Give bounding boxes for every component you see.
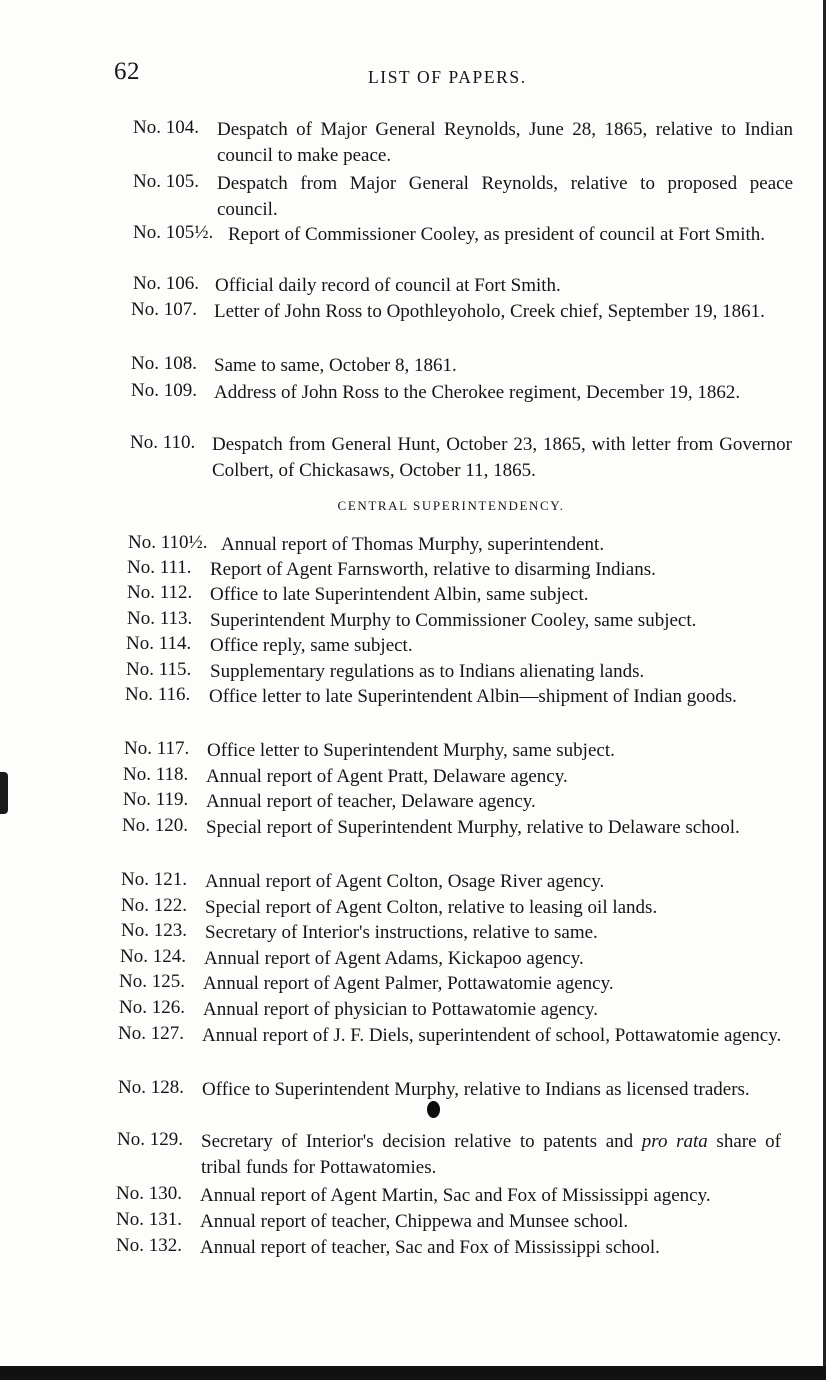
entry-number: No. 112.: [127, 582, 193, 603]
entry-number: No. 127.: [118, 1023, 184, 1044]
entry-text: Letter of John Ross to Opothleyoholo, Creek chief, September 19, 1861.: [214, 301, 765, 322]
entry-number: No. 108.: [131, 353, 197, 374]
entry-number: No. 128.: [118, 1077, 184, 1098]
entry-text: Supplementary regulations as to Indians alienating lands.: [210, 661, 645, 682]
scan-edge-bottom: [0, 1366, 826, 1380]
entry-text: Report of Agent Farnsworth, relative to disarming Indians.: [210, 559, 656, 580]
ink-blot: [427, 1101, 440, 1118]
entry-text: Address of John Ross to the Cherokee regiment, December 19, 1862.: [214, 382, 741, 403]
entry-number: No. 110½.: [128, 532, 208, 553]
entry-text: Annual report of Agent Colton, Osage River agency.: [205, 871, 605, 892]
entry-text: Official daily record of council at Fort Smith.: [215, 275, 561, 296]
entry-number: No. 117.: [124, 738, 190, 759]
entry-text: Annual report of Agent Adams, Kickapoo agency.: [204, 948, 584, 969]
running-title: LIST OF PAPERS.: [368, 67, 527, 87]
entry-text: Despatch from General Hunt, October 23, 1865, with letter from Governor Colbert, of Chickasaws, October 11, 1865.: [212, 434, 792, 481]
entry-text: Despatch from Major General Reynolds, relative to proposed peace council.: [217, 173, 793, 220]
entry-number: No. 106.: [133, 273, 199, 294]
entry-number: No. 119.: [123, 789, 189, 810]
entry-text: Special report of Superintendent Murphy, relative to Delaware school.: [206, 817, 740, 838]
entry-text: Same to same, October 8, 1861.: [214, 355, 457, 376]
entry-number: No. 132.: [116, 1235, 182, 1256]
entry-number: No. 116.: [125, 684, 191, 705]
entry-number: No. 113.: [127, 608, 193, 629]
entry-number: No. 105½.: [133, 222, 214, 243]
entry-number: No. 120.: [122, 815, 188, 836]
entry-text: Annual report of physician to Pottawatomie agency.: [203, 999, 599, 1020]
entry-text: Annual report of Agent Palmer, Pottawatomie agency.: [203, 973, 614, 994]
entry-number: No. 114.: [126, 633, 192, 654]
entry-number: No. 110.: [130, 432, 196, 453]
entry-text: Annual report of Agent Pratt, Delaware agency.: [206, 766, 568, 787]
section-heading: CENTRAL SUPERINTENDENCY.: [337, 498, 565, 513]
entry-number: No. 123.: [121, 920, 187, 941]
entry-text: Annual report of Thomas Murphy, superintendent.: [221, 534, 605, 555]
entry-number: No. 129.: [117, 1129, 183, 1150]
entry-number: No. 126.: [119, 997, 185, 1018]
entry-text: Annual report of Agent Martin, Sac and Fox of Mississippi agency.: [200, 1185, 711, 1206]
entry-text: Report of Commissioner Cooley, as president of council at Fort Smith.: [228, 224, 766, 245]
page-number: 62: [114, 58, 140, 85]
entry-number: No. 107.: [131, 299, 197, 320]
entry-text: Secretary of Interior's instructions, relative to same.: [205, 922, 598, 943]
entry-text: Office to late Superintendent Albin, same subject.: [210, 584, 589, 605]
entry-number: No. 115.: [126, 659, 192, 680]
entry-text: Secretary of Interior's decision relative to patents and pro rata share of tribal funds for Pottawatomies.: [201, 1131, 781, 1178]
entry-text: Office letter to late Superintendent Albin—shipment of Indian goods.: [209, 686, 737, 707]
entry-text: Annual report of teacher, Sac and Fox of Mississippi school.: [200, 1237, 660, 1258]
entry-number: No. 124.: [120, 946, 186, 967]
italic-phrase: pro rata: [641, 1131, 708, 1152]
entry-number: No. 131.: [116, 1209, 182, 1230]
entry-text: Office letter to Superintendent Murphy, same subject.: [207, 740, 615, 761]
margin-smudge: [0, 772, 8, 814]
entry-text: Office reply, same subject.: [210, 635, 413, 656]
entry-text: Annual report of teacher, Chippewa and Munsee school.: [200, 1211, 629, 1232]
entry-number: No. 105.: [133, 171, 199, 192]
entry-text: Superintendent Murphy to Commissioner Cooley, same subject.: [210, 610, 697, 631]
entry-number: No. 104.: [133, 117, 199, 138]
entry-text: Annual report of J. F. Diels, superintendent of school, Pottawatomie agency.: [202, 1025, 782, 1046]
entry-number: No. 121.: [121, 869, 187, 890]
entry-number: No. 109.: [131, 380, 197, 401]
entry-number: No. 122.: [121, 895, 187, 916]
entry-number: No. 125.: [119, 971, 185, 992]
entry-text: Despatch of Major General Reynolds, June 28, 1865, relative to Indian council to make peace.: [217, 119, 793, 166]
entry-text: Annual report of teacher, Delaware agency.: [206, 791, 536, 812]
entry-number: No. 130.: [116, 1183, 182, 1204]
entry-number: No. 118.: [123, 764, 189, 785]
entry-text: Office to Superintendent Murphy, relative to Indians as licensed traders.: [202, 1079, 750, 1100]
entry-text: Special report of Agent Colton, relative to leasing oil lands.: [205, 897, 658, 918]
entry-number: No. 111.: [127, 557, 192, 578]
